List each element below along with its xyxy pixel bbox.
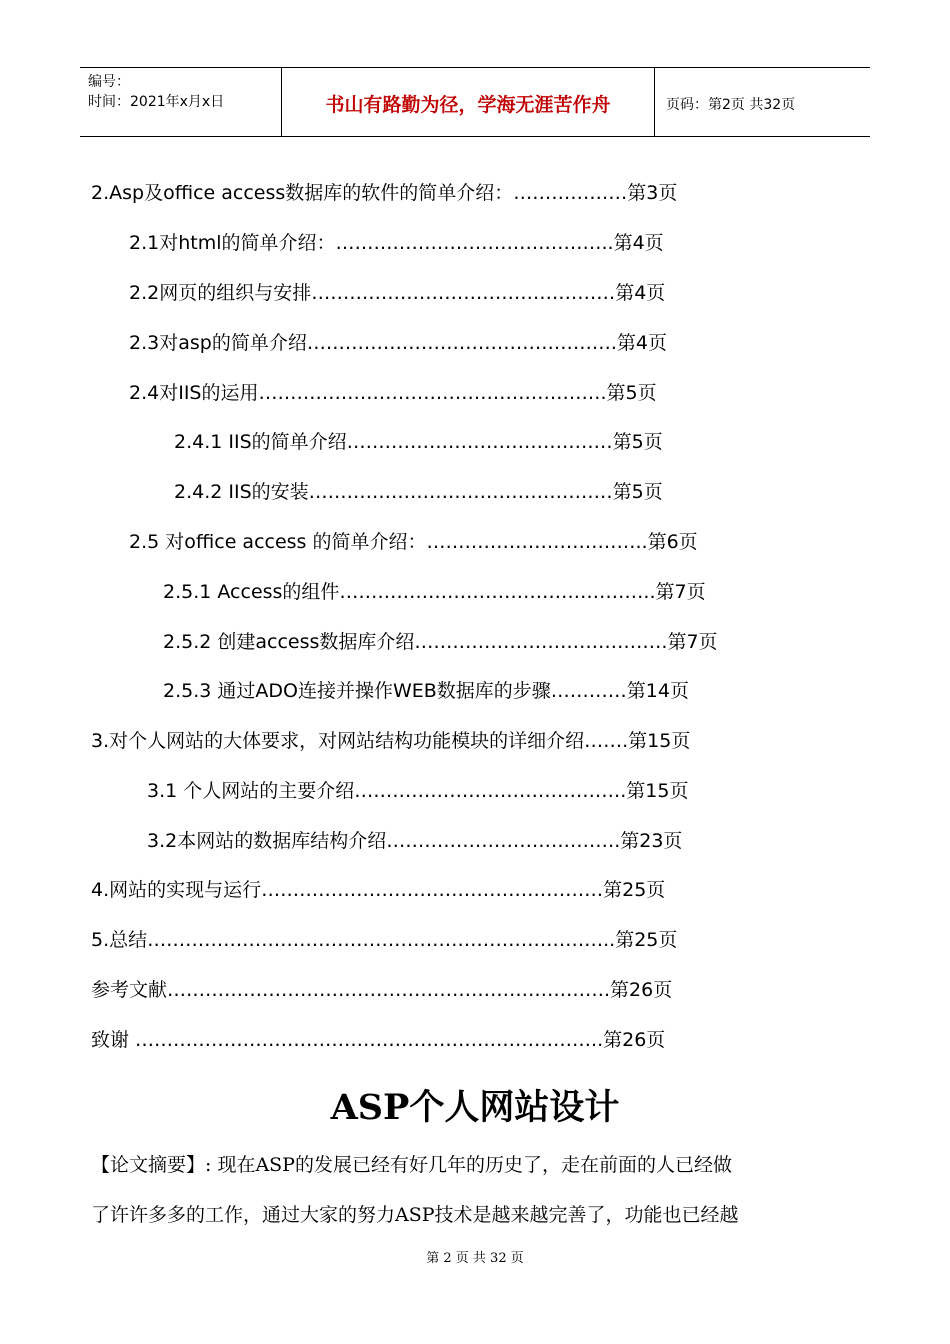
toc-entry[interactable]: 致谢 ………………………………………………………………..第26页 xyxy=(91,1029,666,1051)
document-time-label: 时间：2021年x月x日 xyxy=(88,94,225,110)
toc-entry[interactable]: 2.4.1 IIS的简单介绍……………………………………第5页 xyxy=(174,431,663,453)
abstract-line: 【论文摘要】: 现在ASP的发展已经有好几年的历史了，走在前面的人已经做 xyxy=(91,1154,732,1176)
toc-entry[interactable]: 2.5 对office access 的简单介绍：……………………………..第6页 xyxy=(129,531,698,553)
toc-entry[interactable]: 2.5.3 通过ADO连接并操作WEB数据库的步骤…………第14页 xyxy=(163,680,689,702)
page-footer: 第 2 页 共 32 页 xyxy=(426,1251,524,1266)
toc-entry[interactable]: 5.总结………………………………………………………………..第25页 xyxy=(91,929,678,951)
toc-entry[interactable]: 3.2本网站的数据库结构介绍……………………………….第23页 xyxy=(147,830,683,852)
toc-entry[interactable]: 2.Asp及office access数据库的软件的简单介绍：………………第3页 xyxy=(91,182,678,204)
toc-entry[interactable]: 参考文献…………………………………………………………….第26页 xyxy=(91,979,673,1001)
toc-entry[interactable]: 2.3对asp的简单介绍………………………………………….第4页 xyxy=(129,332,667,354)
toc-entry[interactable]: 4.网站的实现与运行………………………………………………第25页 xyxy=(91,879,666,901)
toc-entry[interactable]: 2.1对html的简单介绍：……………………………………..第4页 xyxy=(129,232,664,254)
header-divider xyxy=(654,68,655,136)
document-title: ASP个人网站设计 xyxy=(330,1087,620,1128)
toc-entry[interactable]: 3.对个人网站的大体要求，对网站结构功能模块的详细介绍…….第15页 xyxy=(91,730,691,752)
toc-entry[interactable]: 2.4.2 IIS的安装…………………………………………第5页 xyxy=(174,481,663,503)
header-motto: 书山有路勤为径，学海无涯苦作舟 xyxy=(325,94,611,116)
page-header xyxy=(80,67,870,137)
document-number-label: 编号： xyxy=(88,74,130,90)
header-page-info: 页码：第2页 共32页 xyxy=(666,97,796,113)
toc-entry[interactable]: 2.2网页的组织与安排…………………………………………第4页 xyxy=(129,282,666,304)
header-meta xyxy=(88,72,224,112)
toc-entry[interactable]: 2.4对IIS的运用……………………………………………….第5页 xyxy=(129,382,657,404)
abstract-line: 了许许多多的工作，通过大家的努力ASP技术是越来越完善了，功能也已经越 xyxy=(91,1204,739,1226)
toc-entry[interactable]: 3.1 个人网站的主要介绍…………………………………….第15页 xyxy=(147,780,689,802)
toc-entry[interactable]: 2.5.1 Access的组件…………………………………………..第7页 xyxy=(163,581,706,603)
toc-entry[interactable]: 2.5.2 创建access数据库介绍………………………………….第7页 xyxy=(163,631,718,653)
